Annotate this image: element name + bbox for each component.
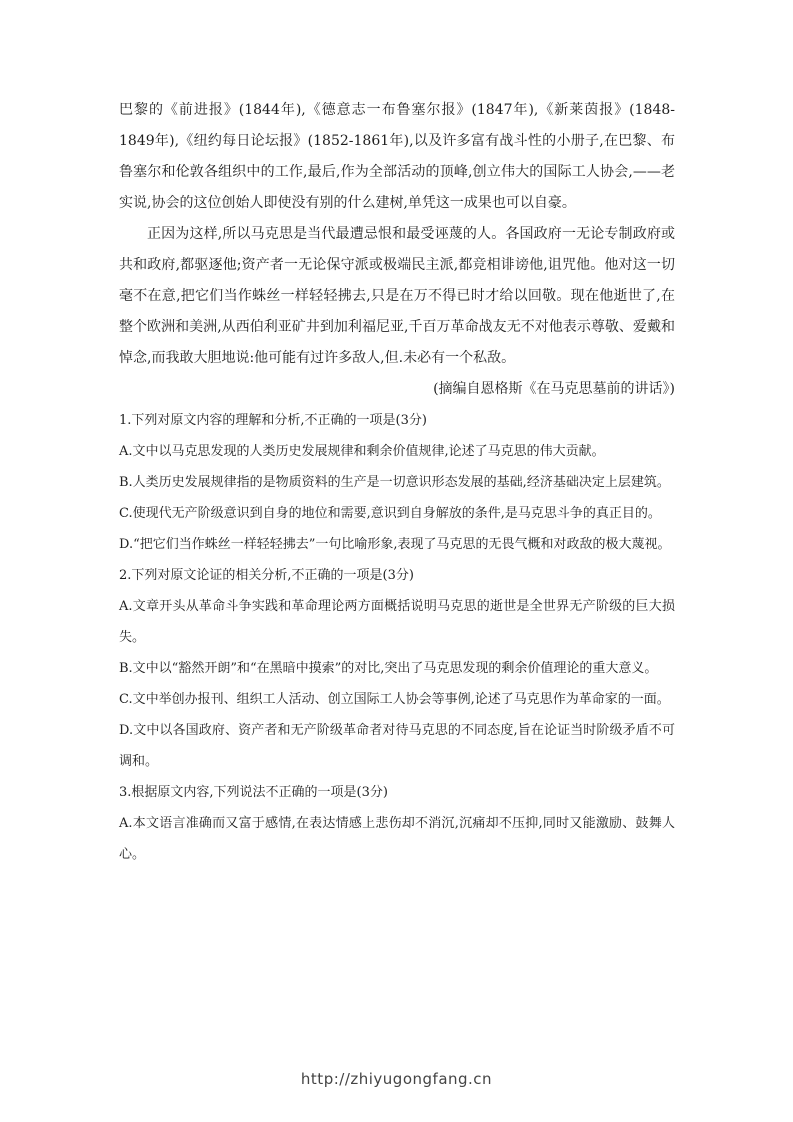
question-3 (119, 777, 675, 870)
question-option: C.使现代无产阶级意识到自身的地位和需要,意识到自身解放的条件,是马克思斗争的真正目的。 (119, 506, 661, 521)
question-stem: 2.下列对原文论证的相关分析,不正确的一项是(3分) (119, 568, 414, 583)
question-option: A.文章开头从革命斗争实践和革命理论两方面概括说明马克思的逝世是全世界无产阶级的巨大损失。 (119, 599, 675, 645)
document-page (119, 95, 675, 870)
question-option: A.文中以马克思发现的人类历史发展规律和剩余价值规律,论述了马克思的伟大贡献。 (119, 444, 605, 459)
question-stem: 1.下列对原文内容的理解和分析,不正确的一项是(3分) (119, 413, 427, 428)
question-option: D.文中以各国政府、资产者和无产阶级革命者对待马克思的不同态度,旨在论证当时阶级矛盾不可调和。 (119, 723, 675, 769)
question-option: D.“把它们当作蛛丝一样轻轻拂去”一句比喻形象,表现了马克思的无畏气概和对政敌的极大蔑视。 (119, 537, 671, 552)
footer-url[interactable]: http://zhiyugongfang.cn (300, 1070, 493, 1088)
question-option: A.本文语言准确而又富于感情,在表达情感上悲伤却不消沉,沉痛却不压抑,同时又能激励、鼓舞人心。 (119, 816, 675, 862)
question-1 (119, 405, 675, 560)
question-option: B.文中以“豁然开朗”和“在黑暗中摸索”的对比,突出了马克思发现的剩余价值理论的重大意义。 (119, 661, 658, 676)
question-stem: 3.根据原文内容,下列说法不正确的一项是(3分) (119, 785, 388, 800)
question-2 (119, 560, 675, 777)
question-option: B.人类历史发展规律指的是物质资料的生产是一切意识形态发展的基础,经济基础决定上层建筑。 (119, 475, 670, 490)
passage-paragraph-1: 巴黎的《前进报》(1844年),《德意志一布鲁塞尔报》(1847年),《新莱茵报》(1848-1849年),《纽约每日论坛报》(1852-1861年),以及许多富有战斗性的小册子,在巴黎、布鲁塞尔和伦敦各组织中的工作,最后,作为全部活动的顶峰,创立伟大的国际工人协会,——老实说,协会的这位创始人即使没有别的什么建树,单凭这一成果也可以自豪。 (119, 102, 675, 211)
passage-paragraph-2: 正因为这样,所以马克思是当代最遭忌恨和最受诬蔑的人。各国政府一无论专制政府或共和政府,都驱逐他;资产者一无论保守派或极端民主派,都竞相诽谤他,诅咒他。他对这一切毫不在意,把它们当作蛛丝一样轻轻拂去,只是在万不得已时才给以回敬。现在他逝世了,在整个欧洲和美洲,从西伯利亚矿井到加利福尼亚,千百万革命战友无不对他表示尊敬、爱戴和悼念,而我敢大胆地说:他可能有过许多敌人,但.未必有一个私敌。 (119, 226, 675, 366)
passage-source: (摘编自恩格斯《在马克思墓前的讲话》) (433, 381, 675, 397)
question-option: C.文中举创办报刊、组织工人活动、创立国际工人协会等事例,论述了马克思作为革命家的一面。 (119, 692, 670, 707)
